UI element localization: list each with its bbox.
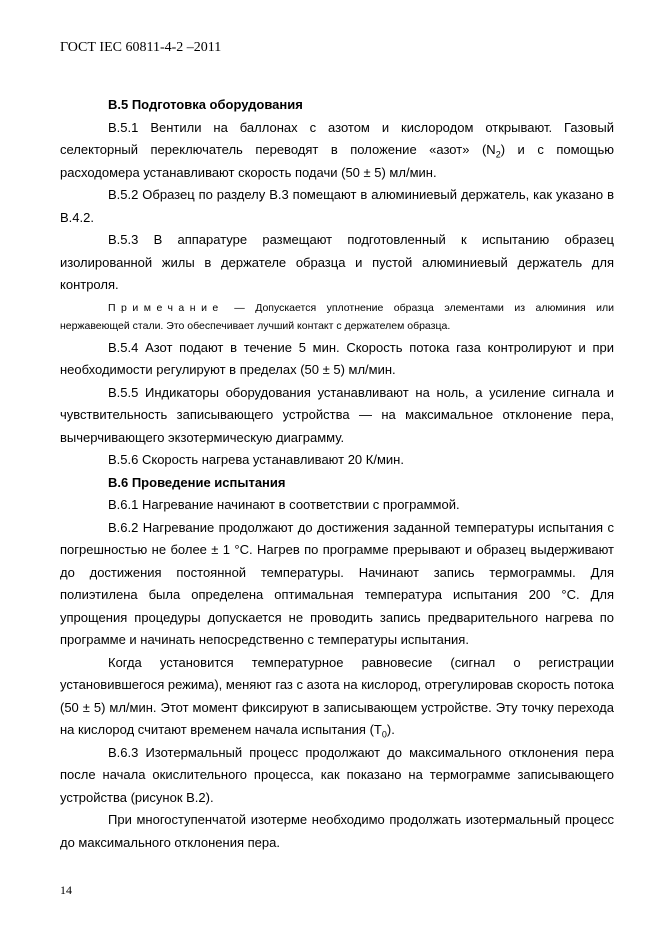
paragraph-b6-2: В.6.2 Нагревание продолжают до достижения заданной температуры испытания с погрешностью не более ± 1 °C. Нагрев по программе прерывают и образец выдерживают до достижения постоянной температуры. Начинают запись термограммы. Для полиэтилена была определена оптимальная температура испытания 200 °C. Для упрощения процедуры допускается не проводить запись предварительного нагрева по программе и начинать непосредственно с температуры испытания. bbox=[60, 519, 614, 647]
document-body bbox=[60, 94, 614, 854]
paragraph-b5-5: В.5.5 Индикаторы оборудования устанавливают на ноль, а усиление сигнала и чувствительность записывающего устройства — на максимальное отклонение пера, вычерчивающего экзотермическую диаграмму. bbox=[60, 384, 614, 445]
paragraph-b5-1-part-2: ) и с помощью расходомера устанавливают скорость подачи (50 ± 5) мл/мин. bbox=[60, 142, 614, 180]
paragraph-b5-1-part-1: В.5.1 Вентили на баллонах с азотом и кислородом открывают. Газовый селекторный переключатель переводят в положение «азот» (N bbox=[60, 119, 614, 157]
section-title-b5: В.5 Подготовка оборудования bbox=[108, 97, 303, 112]
note-paragraph bbox=[60, 299, 614, 335]
paragraph-b6-2c-part-1: Когда установится температурное равновесие (сигнал о регистрации установившегося режима), меняют газ с азота на кислород, отрегулировав скорость потока (50 ± 5) мл/мин. Этот момент фиксируют в записывающем устройстве. Эту точку перехода на кислород считают временем начала испытания (T bbox=[60, 654, 614, 737]
nitrogen-subscript: 2 bbox=[495, 149, 501, 160]
section-title-b6: В.6 Проведение испытания bbox=[108, 474, 286, 490]
document-code-header: ГОСТ IEC 60811-4-2 –2011 bbox=[60, 40, 222, 55]
note-label: Примечание bbox=[108, 301, 224, 314]
note-text: — Допускается уплотнение образца элементами из алюминия или нержавеющей стали. Это обеспечивает лучший контакт с держателем образца. bbox=[60, 301, 614, 332]
paragraph-b5-6: В.5.6 Скорость нагрева устанавливают 20 К/мин. bbox=[108, 452, 404, 467]
paragraph-b6-3: В.6.3 Изотермальный процесс продолжают до максимального отклонения пера после начала окислительного процесса, как показано на термограмме записывающего устройства (рисунок В.2). bbox=[60, 744, 614, 805]
paragraph-b6-1: В.6.1 Нагревание начинают в соответствии с программой. bbox=[108, 497, 460, 512]
paragraph-b5-4: В.5.4 Азот подают в течение 5 мин. Скорость потока газа контролируют и при необходимости регулируют в пределах (50 ± 5) мл/мин. bbox=[60, 339, 614, 377]
t0-subscript: 0 bbox=[381, 729, 387, 740]
paragraph-b6-3-continued: При многоступенчатой изотерме необходимо продолжать изотермальный процесс до максимального отклонения пера. bbox=[60, 812, 614, 850]
page-number: 14 bbox=[60, 883, 72, 897]
paragraph-b6-2-continued bbox=[60, 652, 614, 742]
paragraph-b6-2c-part-2: ). bbox=[386, 722, 395, 737]
paragraph-b5-3: В.5.3 В аппаратуре размещают подготовленный к испытанию образец изолированной жилы в держателе образца и пустой алюминиевый держатель для контроля. bbox=[60, 232, 614, 292]
paragraph-b5-1 bbox=[60, 117, 614, 185]
paragraph-b5-2: В.5.2 Образец по разделу В.3 помещают в алюминиевый держатель, как указано в В.4.2. bbox=[60, 187, 614, 225]
